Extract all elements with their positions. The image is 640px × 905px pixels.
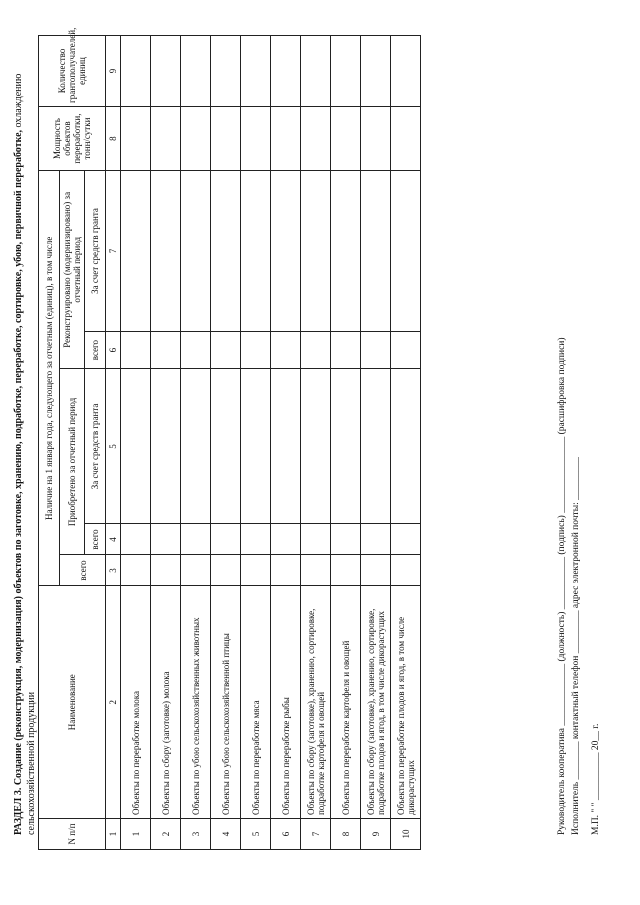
empty-cell xyxy=(391,171,421,332)
header-total: всего xyxy=(60,555,106,586)
objects-table xyxy=(38,27,421,850)
row-number: 7 xyxy=(301,819,331,850)
footer-head-line: Руководитель кооператива _____________ (должность) ___________ (подпись) ________________ (расшифровка подписи) xyxy=(557,337,567,835)
row-number: 1 xyxy=(121,819,151,850)
empty-cell xyxy=(361,524,391,555)
empty-cell xyxy=(271,171,301,332)
header-capacity: Мощность объектов переработки, тонн/сутки xyxy=(39,106,106,170)
empty-cell xyxy=(151,331,181,369)
column-number: 3 xyxy=(106,555,121,586)
header-name: Наименование xyxy=(39,586,106,819)
empty-cell xyxy=(181,524,211,555)
empty-cell xyxy=(151,555,181,586)
empty-cell xyxy=(271,106,301,170)
empty-cell xyxy=(391,331,421,369)
row-name: Объекты по убою сельскохозяйственной птицы xyxy=(211,586,241,819)
empty-cell xyxy=(241,106,271,170)
header-acquired: Приобретено за отчетный период xyxy=(60,369,85,555)
empty-cell xyxy=(331,555,361,586)
empty-cell xyxy=(211,369,241,524)
row-number: 9 xyxy=(361,819,391,850)
empty-cell xyxy=(181,106,211,170)
empty-cell xyxy=(181,331,211,369)
empty-cell xyxy=(211,36,241,107)
empty-cell xyxy=(391,106,421,170)
empty-cell xyxy=(331,36,361,107)
table-row xyxy=(391,36,421,850)
empty-cell xyxy=(121,331,151,369)
empty-cell xyxy=(121,106,151,170)
row-number: 8 xyxy=(331,819,361,850)
row-name: Объекты по убою сельскохозяйственных животных xyxy=(181,586,211,819)
empty-cell xyxy=(301,171,331,332)
empty-cell xyxy=(331,106,361,170)
header-count-users: Количество грантополучателей, единиц xyxy=(39,36,106,107)
empty-cell xyxy=(271,36,301,107)
row-number: 4 xyxy=(211,819,241,850)
row-name: Объекты по переработке рыбы xyxy=(271,586,301,819)
table-row xyxy=(241,36,271,850)
empty-cell xyxy=(241,524,271,555)
footer-exec-line: Исполнитель ________ контактный телефон _________ адрес электронной почты: _________ xyxy=(571,457,581,835)
empty-cell xyxy=(181,555,211,586)
column-number: 7 xyxy=(106,171,121,332)
header-acquired-grant: За счет средств гранта xyxy=(85,369,106,524)
empty-cell xyxy=(361,106,391,170)
header-acquired-total: всего xyxy=(85,524,106,555)
row-name: Объекты по сбору (заготовке), хранению, сортировке, подработке картофеля и овощей xyxy=(301,586,331,819)
footer-date-line: М.П. " " __________ 20__ г. xyxy=(591,723,601,835)
empty-cell xyxy=(301,555,331,586)
table-row xyxy=(301,36,331,850)
empty-cell xyxy=(151,524,181,555)
empty-cell xyxy=(241,369,271,524)
empty-cell xyxy=(211,106,241,170)
empty-cell xyxy=(271,369,301,524)
empty-cell xyxy=(331,171,361,332)
empty-cell xyxy=(301,369,331,524)
empty-cell xyxy=(151,106,181,170)
table-row xyxy=(271,36,301,850)
empty-cell xyxy=(241,331,271,369)
empty-cell xyxy=(211,555,241,586)
empty-cell xyxy=(361,36,391,107)
empty-cell xyxy=(301,106,331,170)
row-number: 2 xyxy=(151,819,181,850)
row-name: Объекты по переработке молока xyxy=(121,586,151,819)
empty-cell xyxy=(331,331,361,369)
header-num: N п/п xyxy=(39,819,106,850)
column-number: 2 xyxy=(106,586,121,819)
table-row xyxy=(121,36,151,850)
empty-cell xyxy=(331,524,361,555)
table-row xyxy=(151,36,181,850)
row-number: 3 xyxy=(181,819,211,850)
column-number-row xyxy=(106,36,121,850)
row-number: 10 xyxy=(391,819,421,850)
empty-cell xyxy=(391,524,421,555)
empty-cell xyxy=(361,555,391,586)
row-name: Объекты по сбору (заготовке) молока xyxy=(151,586,181,819)
empty-cell xyxy=(391,555,421,586)
row-name: Объекты по переработке плодов и ягод, в том числе дикорастущих xyxy=(391,586,421,819)
row-name: Объекты по сбору (заготовке), хранению, сортировке, подработке плодов и ягод, в том числе дикорастущих xyxy=(361,586,391,819)
empty-cell xyxy=(301,331,331,369)
empty-cell xyxy=(301,36,331,107)
section-title-rest: охлаждению сельскохозяйственной продукции xyxy=(13,73,37,835)
empty-cell xyxy=(241,555,271,586)
table-row xyxy=(361,36,391,850)
column-number: 9 xyxy=(106,36,121,107)
empty-cell xyxy=(271,331,301,369)
empty-cell xyxy=(241,171,271,332)
empty-cell xyxy=(121,171,151,332)
table-body xyxy=(121,36,421,850)
column-number: 8 xyxy=(106,106,121,170)
table-row xyxy=(331,36,361,850)
empty-cell xyxy=(121,555,151,586)
empty-cell xyxy=(391,36,421,107)
empty-cell xyxy=(121,524,151,555)
column-number: 5 xyxy=(106,369,121,524)
empty-cell xyxy=(151,171,181,332)
section-title xyxy=(12,35,38,835)
empty-cell xyxy=(271,524,301,555)
empty-cell xyxy=(211,171,241,332)
column-number: 1 xyxy=(106,819,121,850)
empty-cell xyxy=(301,524,331,555)
header-reconstructed-grant: За счет средств гранта xyxy=(85,171,106,332)
row-number: 5 xyxy=(241,819,271,850)
empty-cell xyxy=(211,524,241,555)
header-reconstructed: Реконструировано (модернизировано) за отчетный период xyxy=(60,171,85,369)
row-number: 6 xyxy=(271,819,301,850)
empty-cell xyxy=(271,555,301,586)
header-reconstructed-total: всего xyxy=(85,331,106,369)
row-name: Объекты по переработке мяса xyxy=(241,586,271,819)
empty-cell xyxy=(151,36,181,107)
row-name: Объекты по переработке картофеля и овощей xyxy=(331,586,361,819)
empty-cell xyxy=(361,331,391,369)
empty-cell xyxy=(361,171,391,332)
empty-cell xyxy=(361,369,391,524)
empty-cell xyxy=(181,171,211,332)
empty-cell xyxy=(391,369,421,524)
empty-cell xyxy=(121,36,151,107)
column-number: 4 xyxy=(106,524,121,555)
empty-cell xyxy=(181,36,211,107)
section-title-bold: РАЗДЕЛ 3. Создание (реконструкция, модернизация) объектов по заготовке, хранению, подработке, переработке, сортировке, убою, первичной переработке, xyxy=(13,129,24,835)
empty-cell xyxy=(241,36,271,107)
empty-cell xyxy=(151,369,181,524)
empty-cell xyxy=(331,369,361,524)
empty-cell xyxy=(121,369,151,524)
column-number: 6 xyxy=(106,331,121,369)
empty-cell xyxy=(181,369,211,524)
table-row xyxy=(181,36,211,850)
header-availability: Наличие на 1 января года, следующего за отчетным (единиц), в том числе xyxy=(39,171,60,586)
empty-cell xyxy=(211,331,241,369)
table-row xyxy=(211,36,241,850)
